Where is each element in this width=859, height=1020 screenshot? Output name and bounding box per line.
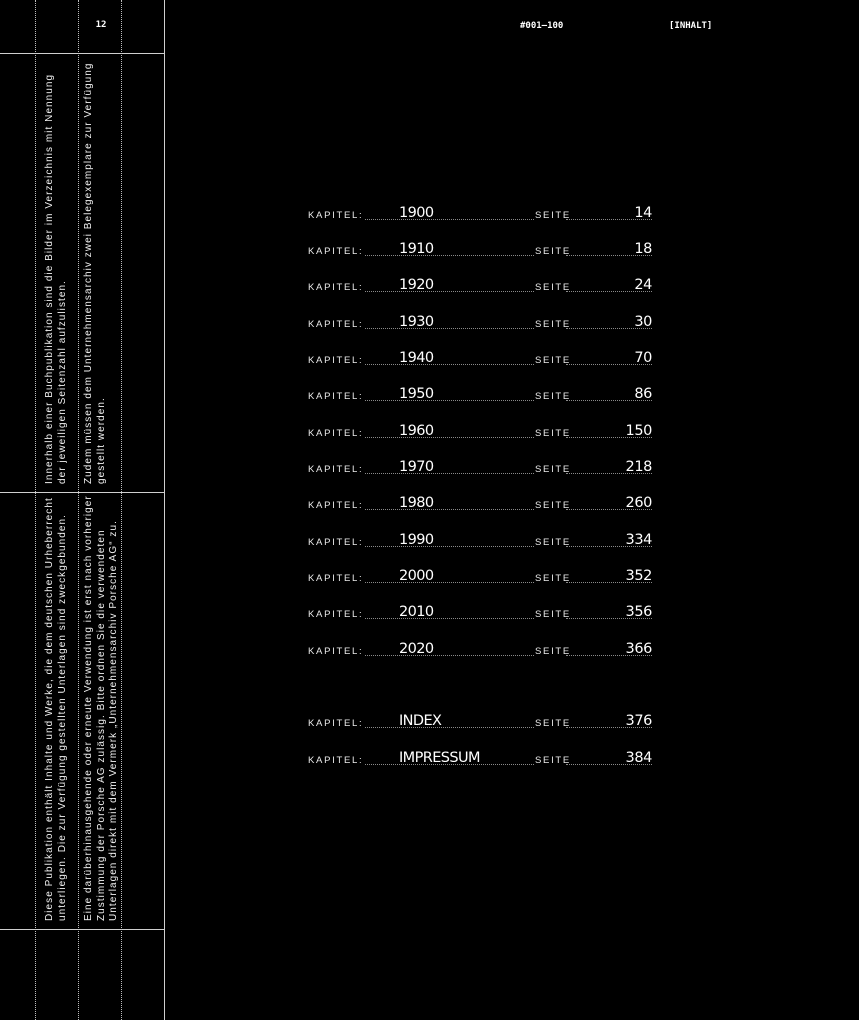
page-number-ref: 18	[634, 241, 652, 257]
toc-entry[interactable]	[308, 600, 652, 620]
page-number-ref: 150	[625, 423, 652, 439]
toc-entry[interactable]	[308, 528, 652, 548]
page-label: SEITE	[535, 210, 571, 221]
page-number-ref: 366	[625, 641, 652, 657]
toc-entry[interactable]	[308, 419, 652, 439]
leader-dots	[356, 655, 534, 656]
leader-dots	[356, 546, 534, 547]
leader-dots	[356, 618, 534, 619]
page-label: SEITE	[535, 609, 571, 620]
sidebar-rule	[0, 492, 164, 493]
leader-dots	[356, 291, 534, 292]
page-label: SEITE	[535, 537, 571, 548]
page-label: SEITE	[535, 646, 571, 657]
page-label: SEITE	[535, 355, 571, 366]
page-number-ref: 376	[625, 713, 652, 729]
page-number-ref: 260	[625, 495, 652, 511]
leader-dots	[356, 473, 534, 474]
page-number-ref: 70	[634, 350, 652, 366]
page-number-ref: 218	[625, 459, 652, 475]
toc-entry[interactable]	[308, 455, 652, 475]
chapter-label: KAPITEL:	[308, 646, 364, 657]
toc-entry[interactable]	[308, 310, 652, 330]
legal-note-3: Diese Publikation enthält Inhalte und Werke, die dem deutschen Urheberrecht unterliegen. Die zur Verfügung gestellten Unterlagen sind zweckgebunden.	[44, 497, 68, 921]
header-section: [INHALT]	[669, 21, 713, 31]
chapter-title: 1940	[399, 350, 434, 366]
page-label: SEITE	[535, 755, 571, 766]
leader-dots	[356, 400, 534, 401]
leader-dots	[356, 255, 534, 256]
toc-entry[interactable]	[308, 709, 652, 729]
toc-entry[interactable]	[308, 237, 652, 257]
chapter-label: KAPITEL:	[308, 210, 364, 221]
leader-dots	[356, 328, 534, 329]
toc-entry[interactable]	[308, 564, 652, 584]
chapter-label: KAPITEL:	[308, 319, 364, 330]
toc-entry[interactable]	[308, 746, 652, 766]
page-number: 12	[95, 20, 107, 30]
page-label: SEITE	[535, 246, 571, 257]
chapter-title: 1920	[399, 277, 434, 293]
page-label: SEITE	[535, 282, 571, 293]
legal-note-4: Eine darüberhinausgehende oder erneute Verwendung ist erst nach vorheriger Zustimmung der Porsche AG zulässig. Bitte ordnen Sie die verwendeten Unterlagen direkt mit dem Vermerk „Unternehmensarchiv Porsche AG“ zu.	[83, 495, 119, 921]
chapter-label: KAPITEL:	[308, 573, 364, 584]
page-number-ref: 30	[634, 314, 652, 330]
chapter-title: 1930	[399, 314, 434, 330]
chapter-label: KAPITEL:	[308, 609, 364, 620]
column-divider	[78, 0, 79, 1020]
legal-note-1: Innerhalb einer Buchpublikation sind die Bilder im Verzeichnis mit Nennung der jeweiligen Seitenzahl aufzulisten.	[44, 73, 68, 484]
page-number-ref: 334	[625, 532, 652, 548]
chapter-label: KAPITEL:	[308, 391, 364, 402]
chapter-label: KAPITEL:	[308, 464, 364, 475]
chapter-title: INDEX	[399, 713, 442, 729]
leader-dots	[356, 509, 534, 510]
page-label: SEITE	[535, 319, 571, 330]
chapter-title: 2020	[399, 641, 434, 657]
chapter-label: KAPITEL:	[308, 282, 364, 293]
column-divider	[121, 0, 122, 1020]
chapter-title: 1970	[399, 459, 434, 475]
chapter-title: 1960	[399, 423, 434, 439]
chapter-label: KAPITEL:	[308, 755, 364, 766]
page-number-ref: 86	[634, 386, 652, 402]
toc-entry[interactable]	[308, 491, 652, 511]
page-label: SEITE	[535, 718, 571, 729]
leader-dots	[356, 437, 534, 438]
leader-dots	[356, 219, 534, 220]
chapter-title: IMPRESSUM	[399, 750, 480, 766]
toc-entry[interactable]	[308, 346, 652, 366]
page-label: SEITE	[535, 428, 571, 439]
column-divider	[35, 0, 36, 1020]
leader-dots	[356, 582, 534, 583]
chapter-title: 1990	[399, 532, 434, 548]
page-number-ref: 352	[625, 568, 652, 584]
toc-entry[interactable]	[308, 273, 652, 293]
chapter-title: 1950	[399, 386, 434, 402]
chapter-title: 1900	[399, 205, 434, 221]
toc-entry[interactable]	[308, 201, 652, 221]
page-number-ref: 384	[625, 750, 652, 766]
page-label: SEITE	[535, 391, 571, 402]
page-label: SEITE	[535, 464, 571, 475]
header-range: #001–100	[520, 21, 564, 31]
chapter-title: 2010	[399, 604, 434, 620]
leader-dots	[356, 727, 534, 728]
sidebar-rule	[0, 53, 164, 54]
leader-dots	[356, 364, 534, 365]
chapter-label: KAPITEL:	[308, 500, 364, 511]
chapter-title: 2000	[399, 568, 434, 584]
toc-entry[interactable]	[308, 382, 652, 402]
page-label: SEITE	[535, 500, 571, 511]
page-number-ref: 14	[634, 205, 652, 221]
legal-note-2: Zudem müssen dem Unternehmensarchiv zwei Belegexemplare zur Verfügung gestellt werden.	[83, 62, 107, 484]
sidebar-border	[164, 0, 165, 1020]
toc-entry[interactable]	[308, 637, 652, 657]
page-number-ref: 24	[634, 277, 652, 293]
page-label: SEITE	[535, 573, 571, 584]
chapter-label: KAPITEL:	[308, 246, 364, 257]
page-number-ref: 356	[625, 604, 652, 620]
chapter-title: 1910	[399, 241, 434, 257]
chapter-label: KAPITEL:	[308, 428, 364, 439]
sidebar-rule	[0, 929, 164, 930]
chapter-label: KAPITEL:	[308, 537, 364, 548]
chapter-title: 1980	[399, 495, 434, 511]
chapter-label: KAPITEL:	[308, 355, 364, 366]
chapter-label: KAPITEL:	[308, 718, 364, 729]
